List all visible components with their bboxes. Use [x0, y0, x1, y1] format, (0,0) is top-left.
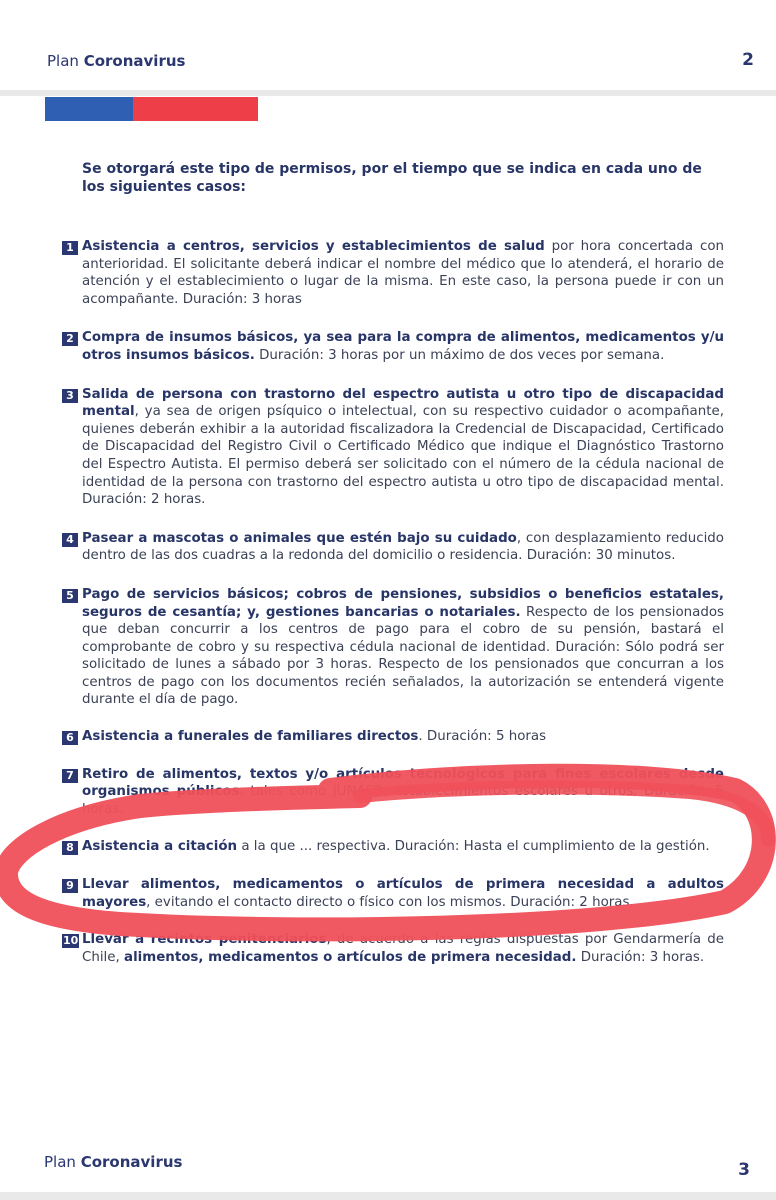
item-body — [62, 931, 724, 966]
item-title: Llevar a recintos penitenciarios — [82, 932, 327, 948]
item-text-secondary: Duración: 3 horas. — [576, 949, 705, 965]
page-header — [0, 0, 776, 92]
list-item — [62, 931, 724, 966]
list-item — [62, 586, 724, 709]
item-number-badge: 3 — [62, 389, 78, 403]
item-body — [62, 530, 724, 565]
item-title: Asistencia a citación — [82, 839, 238, 855]
header-brand — [47, 52, 185, 70]
footer-brand-plan: Plan — [44, 1153, 76, 1171]
list-item — [62, 238, 724, 308]
list-item — [62, 766, 724, 819]
item-title: Salida de persona con trastorno del espectro autista u otro tipo de discapacidad mental — [82, 386, 724, 420]
bottom-page-edge — [0, 1192, 776, 1200]
item-body — [62, 766, 724, 819]
header-brand-name: Coronavirus — [83, 52, 186, 70]
item-title: Asistencia a funerales de familiares directos — [82, 729, 419, 745]
flag-red-segment — [133, 97, 258, 121]
item-title: Asistencia a centros, servicios y establecimientos de salud — [82, 239, 545, 254]
list-item — [62, 386, 724, 509]
list-item — [62, 728, 724, 746]
list-item — [62, 876, 724, 911]
flag-blue-segment — [45, 97, 133, 121]
item-title: Compra de insumos básicos, ya sea para la compra de alimentos, medicamentos y/u otros insumos básicos. — [82, 330, 724, 363]
item-number-badge: 2 — [62, 332, 78, 346]
item-text: , tales como JUNAEB, establecimientos escolares u otros. Duración: 5 horas. — [82, 784, 724, 817]
item-number-badge: 6 — [62, 731, 78, 745]
item-text: Respecto de los pensionados que deban concurrir a los centros de pago para el cobro de su pensión, bastará el comprobante de cobro y su respectiva cédula nacional de identidad. Duración: Sólo podrá ser solicitado de lunes a sábado por 3 horas. Respecto de los pensionados que concurran a los centros de pago con los documentos recién señalados, la autorización se entenderá vigente durante el día de pago. — [82, 604, 725, 708]
item-text: , de acuerdo a las reglas dispuestas por Gendarmería de Chile, — [82, 932, 724, 965]
item-body — [62, 876, 724, 911]
item-title: Pago de servicios básicos; cobros de pensiones, subsidios o beneficios estatales, seguros de cesantía; y, gestiones bancarias o notariales. — [82, 586, 724, 620]
item-body — [62, 586, 724, 709]
page-number-bottom: 3 — [738, 1160, 750, 1180]
footer-brand-name: Coronavirus — [80, 1153, 183, 1171]
item-title-secondary: alimentos, medicamentos o artículos de primera necesidad. — [124, 949, 577, 965]
document-content — [62, 160, 724, 966]
item-body — [62, 329, 724, 364]
item-text: , ya sea de origen psíquico o intelectual, con su respectivo cuidador o acompañante, quienes deberán exhibir a la autoridad fiscalizadora la Credencial de Discapacidad, Certificado de Discapacidad del Registro Civil o Certificado Médico que indique el Diagnóstico Trastorno del Espectro Autista. El permiso deberá ser solicitado con el número de la cédula nacional de identidad de la persona con trastorno del espectro autista u otro tipo de discapacidad mental. Duración: 2 horas. — [82, 404, 724, 508]
item-text: . Duración: 5 horas — [418, 729, 547, 745]
item-number-badge: 10 — [63, 934, 79, 948]
item-number-badge: 4 — [62, 533, 78, 547]
flag-color-bar — [45, 97, 258, 121]
item-body — [62, 838, 724, 856]
item-body — [62, 386, 724, 509]
footer-brand — [44, 1153, 182, 1171]
intro-paragraph: Se otorgará este tipo de permisos, por el tiempo que se indica en cada uno de los siguientes casos: — [82, 161, 702, 195]
item-title: Retiro de alimentos, textos y/o artículos tecnológicos para fines escolares desde organismos públicos — [82, 766, 724, 800]
item-number-badge: 9 — [62, 879, 78, 893]
item-text: Duración: 3 horas por un máximo de dos veces por semana. — [254, 347, 665, 363]
item-text: por hora concertada con anterioridad. El solicitante deberá indicar el nombre del médico que lo atenderá, el horario de atención y el establecimiento o lugar de la misma. En este caso, la persona puede ir con un acompañante. Duración: 3 horas — [82, 239, 724, 307]
item-body — [62, 238, 724, 308]
header-brand-plan: Plan — [47, 52, 79, 70]
item-number-badge: 5 — [62, 589, 78, 603]
item-text: , con desplazamiento reducido dentro de las dos cuadras a la redonda del domicilio o residencia. Duración: 30 minutos. — [82, 530, 724, 564]
item-text: a la que ... respectiva. Duración: Hasta el cumplimiento de la gestión. — [237, 839, 710, 855]
list-item — [62, 838, 724, 856]
item-text: , evitando el contacto directo o físico con los mismos. Duración: 2 horas. — [146, 894, 634, 910]
page-number-top: 2 — [742, 50, 754, 70]
page-separator — [0, 90, 776, 96]
item-body — [62, 728, 724, 746]
item-title: Llevar alimentos, medicamentos o artículos de primera necesidad a adultos mayores — [82, 877, 724, 910]
item-number-badge: 8 — [62, 841, 78, 855]
item-number-badge: 7 — [62, 769, 78, 783]
item-number-badge: 1 — [62, 241, 78, 255]
item-title: Pasear a mascotas o animales que estén bajo su cuidado — [82, 530, 517, 546]
list-item — [62, 329, 724, 364]
list-item — [62, 530, 724, 565]
